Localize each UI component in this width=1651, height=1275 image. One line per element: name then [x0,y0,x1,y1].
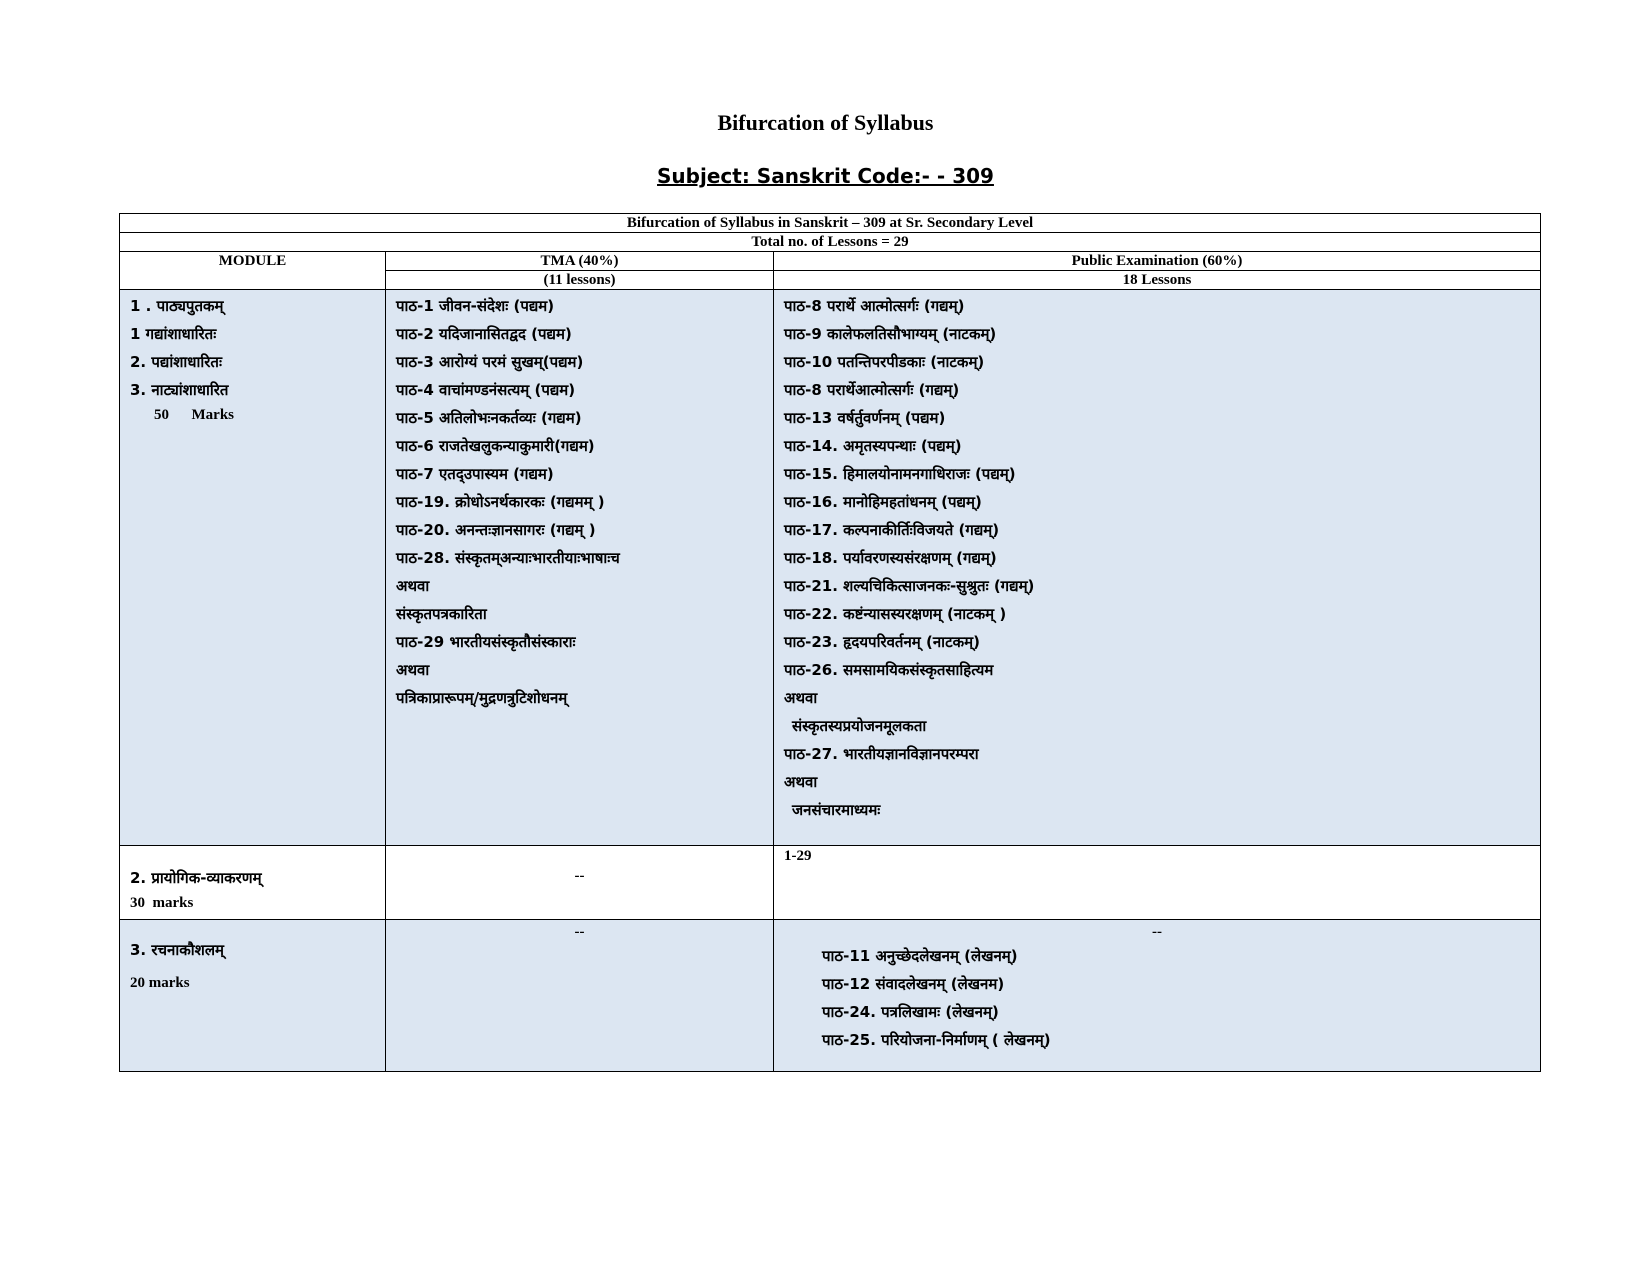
lesson-item: अथवा [396,661,430,679]
tma-header: TMA (40%) [386,252,774,271]
module-cell [120,290,386,846]
lesson-item: पाठ-24. पत्रलिखामः (लेखनम्) [822,1003,999,1021]
lesson-item: पाठ-7 एतद्उपास्यम (गद्यम) [396,465,554,483]
lesson-item: पाठ-3 आरोग्यं परमं सुखम्(पद्यम) [396,353,584,371]
module-line: 1 गद्यांशाधारितः [130,325,217,343]
tma-cell [386,846,774,920]
lesson-item: पाठ-14. अमृतस्यपन्थाः (पद्यम्) [784,437,962,455]
empty-dash: -- [574,868,585,884]
pe-cell [774,920,1541,1072]
caption-row [120,214,1541,233]
lesson-item: पाठ-25. परियोजना-निर्माणम् ( लेखनम्) [822,1031,1051,1049]
page-title: Bifurcation of Syllabus [717,110,934,135]
lesson-item: पाठ-12 संवादलेखनम् (लेखनम) [822,975,1005,993]
module-line: 2. पद्यांशाधारितः [130,353,223,371]
module-cell [120,846,386,920]
total-row [120,233,1541,252]
tma-lessons-count: (11 lessons) [386,271,774,290]
empty-dash: -- [1152,924,1162,940]
lesson-item: पाठ-5 अतिलोभःनकर्तव्यः (गद्यम) [396,409,582,427]
lesson-item: पाठ-4 वाचांमण्डनंसत्यम् (पद्यम) [396,381,576,399]
module-cell [120,920,386,1072]
module-row-1 [120,290,1541,846]
lesson-item: पाठ-2 यदिजानासितद्वद (पद्यम) [396,325,572,343]
lesson-item: अथवा [396,577,430,595]
tma-cell [386,920,774,1072]
lesson-item: पाठ-9 कालेफलतिसौभाग्यम् (नाटकम्) [784,325,997,343]
lesson-item: पाठ-28. संस्कृतम्अन्याःभारतीयाःभाषाःच [396,549,620,567]
lesson-item: जनसंचारमाध्यमः [792,801,881,819]
pe-lessons-count: 18 Lessons [774,271,1541,290]
pe-header: Public Examination (60%) [774,252,1541,271]
module-line: 3. रचनाकौशलम् [130,941,224,959]
lesson-range: 1-29 [784,848,812,864]
lesson-item: पाठ-11 अनुच्छेदलेखनम् (लेखनम्) [822,947,1018,965]
module-marks: 20 marks [130,975,190,991]
syllabus-table [119,213,1541,1072]
table-caption: Bifurcation of Syllabus in Sanskrit – 309 at Sr. Secondary Level [120,214,1541,233]
module-line: 3. नाट्यांशाधारित [130,381,229,399]
subject-heading: Subject: Sanskrit Code:- - 309 [657,164,994,188]
module-marks: 50 Marks [154,407,234,423]
module-row-3 [120,920,1541,1072]
lesson-item: पाठ-6 राजतेखलुकन्याकुमारी(गद्यम) [396,437,595,455]
lesson-item: पत्रिकाप्रारूपम्/मुद्रणत्रुटिशोधनम् [396,689,568,707]
tma-cell [386,290,774,846]
lesson-item: पाठ-26. समसामयिकसंस्कृतसाहित्यम [784,661,994,679]
module-line: 2. प्रायोगिक-व्याकरणम् [130,869,262,887]
lesson-item: अथवा [784,773,818,791]
total-lessons: Total no. of Lessons = 29 [120,233,1541,252]
module-row-2 [120,846,1541,920]
lesson-item: पाठ-23. हृदयपरिवर्तनम् (नाटकम्) [784,633,980,651]
module-header: MODULE [120,252,386,290]
lesson-item: पाठ-21. शल्यचिकित्साजनकः-सुश्रुतः (गद्यम्) [784,577,1035,595]
lesson-item: पाठ-8 परार्थे आत्मोत्सर्गः (गद्यम्) [784,297,965,315]
empty-dash: -- [574,924,585,940]
lesson-item: संस्कृतस्यप्रयोजनमूलकता [792,717,927,735]
lesson-item: पाठ-17. कल्पनाकीर्तिःविजयते (गद्यम्) [784,521,1000,539]
module-line: 1 . पाठ्यपुतकम् [130,297,224,315]
lesson-item: पाठ-13 वर्षर्तुवर्णनम् (पद्यम) [784,409,946,427]
pe-cell [774,846,1541,920]
lesson-item: संस्कृतपत्रकारिता [396,605,487,623]
header-row [120,252,1541,271]
lesson-item: पाठ-20. अनन्तःज्ञानसागरः (गद्यम् ) [396,521,596,539]
lesson-item: पाठ-18. पर्यावरणस्यसंरक्षणम् (गद्यम्) [784,549,997,567]
lesson-item: पाठ-19. क्रोधोऽनर्थकारकः (गद्यमम् ) [396,493,605,511]
lesson-item: पाठ-27. भारतीयज्ञानविज्ञानपरम्परा [784,745,979,763]
pe-cell [774,290,1541,846]
lesson-item: अथवा [784,689,818,707]
lesson-item: पाठ-29 भारतीयसंस्कृतौसंस्काराः [396,633,576,651]
lesson-item: पाठ-1 जीवन-संदेशः (पद्यम) [396,297,555,315]
module-marks: 30 marks [130,895,194,911]
lesson-item: पाठ-8 परार्थेआत्मोत्सर्गः (गद्यम्) [784,381,960,399]
lesson-item: पाठ-16. मानोहिमहतांधनम् (पद्यम्) [784,493,982,511]
lesson-item: पाठ-22. कष्टंन्यासस्यरक्षणम् (नाटकम् ) [784,605,1007,623]
lesson-item: पाठ-15. हिमालयोनामनगाधिराजः (पद्यम्) [784,465,1016,483]
lesson-item: पाठ-10 पतन्तिपरपीडकाः (नाटकम्) [784,353,985,371]
